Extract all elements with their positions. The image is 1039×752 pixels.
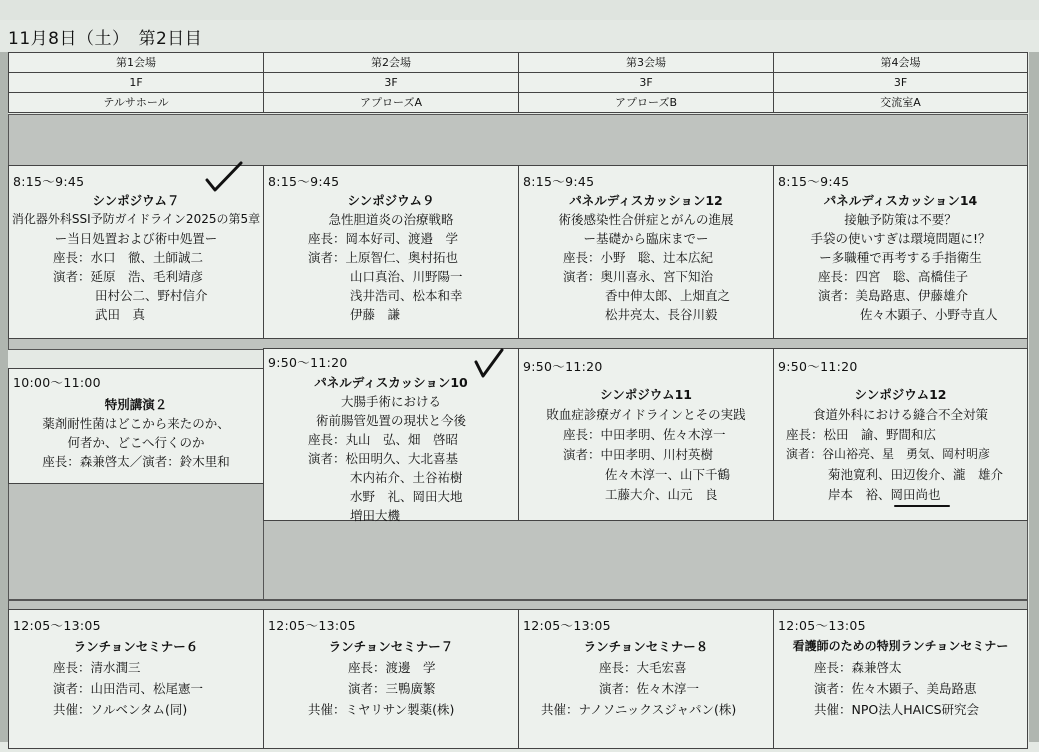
venue-floor-3: 3F (518, 72, 774, 93)
session-line: ー当日処置および術中処置ー (54, 231, 218, 246)
session-line: 演者：延原 浩、毛利靖彦 (53, 269, 204, 284)
session-line: 座長：丸山 弘、畑 啓昭 (308, 432, 459, 447)
session-line: 武田 真 (95, 307, 146, 322)
session-line: 演者：佐々木顕子、美島路恵 (814, 681, 977, 696)
session-line: 共催：ソルベンタム(同) (53, 702, 188, 717)
session-line: 座長：松田 諭、野間和広 (786, 427, 937, 442)
session-line: 演者：美島路恵、伊藤雄介 (818, 288, 969, 303)
empty-slot-cols2-4 (263, 520, 1028, 600)
session-title: パネルディスカッション10 (314, 375, 468, 390)
session-line: 増田大機 (350, 508, 401, 523)
session-line: 演者：谷山裕亮、星 勇気、岡村明彦 (786, 447, 991, 461)
checkmark-icon (203, 160, 245, 194)
session-time: 12:05～13:05 (778, 618, 866, 633)
session-line: 食道外科における縫合不全対策 (812, 407, 988, 422)
session-time: 12:05～13:05 (523, 618, 611, 633)
session-line: 演者：佐々木淳一 (599, 681, 700, 696)
session-time: 8:15～9:45 (13, 174, 85, 189)
schedule-grid (8, 52, 1028, 752)
venue-room-3: 第3会場 (518, 52, 774, 73)
session-line: ー多職種で再考する手指衛生 (819, 250, 982, 265)
session-title: シンポジウム12 (854, 387, 947, 402)
session-title: シンポジウム11 (600, 387, 692, 402)
session-line: 座長：大毛宏喜 (599, 660, 687, 675)
venue-floor-2: 3F (263, 72, 519, 93)
checkmark-icon (473, 348, 505, 380)
venue-room-4: 第4会場 (773, 52, 1028, 73)
session-line: 座長：四宮 聡、高橋佳子 (818, 269, 969, 284)
session-title: ランチョンセミナー６ (73, 639, 199, 654)
session-card (8, 368, 264, 484)
session-title: シンポジウム７ (92, 193, 180, 208)
session-time: 8:15～9:45 (523, 174, 595, 189)
session-card (263, 609, 519, 749)
session-title: 看護師のための特別ランチョンセミナー (792, 639, 1009, 653)
session-time: 9:50～11:20 (523, 359, 603, 374)
session-title: パネルディスカッション14 (823, 193, 978, 208)
session-card (8, 609, 264, 749)
session-title: シンポジウム９ (347, 193, 435, 208)
session-line: 木内祐介、土谷祐樹 (350, 470, 463, 485)
session-card (518, 348, 774, 521)
session-time: 12:05～13:05 (268, 618, 356, 633)
session-line: 座長：岡本好司、渡邉 学 (308, 231, 459, 246)
session-line: 演者：三鴨廣繁 (348, 681, 436, 696)
session-line: 共催：ナノソニックスジャパン(株) (541, 702, 737, 717)
venue-floor-1: 1F (8, 72, 264, 93)
left-scan-edge (0, 52, 8, 742)
session-card (518, 609, 774, 749)
session-line: 演者：山田浩司、松尾憲一 (53, 681, 204, 696)
session-line: 松井亮太、長谷川毅 (605, 307, 718, 322)
venue-hall-4: 交流室A (773, 92, 1028, 113)
session-line: 水野 礼、岡田大地 (350, 489, 463, 504)
session-line: 浅井浩司、松本和幸 (350, 288, 463, 303)
venue-hall-3: アプローズB (518, 92, 774, 113)
session-line: 座長：小野 聡、辻本広紀 (563, 250, 714, 265)
session-title: ランチョンセミナー８ (583, 639, 709, 654)
empty-slot-col1 (8, 482, 264, 600)
session-line: 演者：上原智仁、奥村拓也 (308, 250, 459, 265)
session-line: 工藤大介、山元 良 (605, 487, 718, 502)
session-line: 菊池寛利、田辺俊介、瀧 雄介 (828, 467, 1004, 482)
session-card (773, 348, 1028, 521)
session-line: 座長：渡邊 学 (348, 660, 436, 675)
venue-hall-1: テルサホール (8, 92, 264, 113)
session-line: 演者：松田明久、大北喜基 (308, 451, 459, 466)
session-line: 座長：中田孝明、佐々木淳一 (563, 427, 726, 442)
session-line: 山口真治、川野陽一 (350, 269, 463, 284)
session-line: 手袋の使いすぎは環境問題に!？ (810, 231, 991, 246)
session-title: ランチョンセミナー７ (328, 639, 454, 654)
session-card (773, 165, 1028, 339)
session-line: 共催：ミヤリサン製薬(株) (308, 702, 455, 717)
venue-floor-4: 3F (773, 72, 1028, 93)
session-line: 術後感染性合併症とがんの進展 (558, 212, 734, 227)
break-band-top (8, 114, 1028, 166)
underline-mark (894, 505, 950, 507)
right-scan-edge (1029, 52, 1039, 742)
session-line: ー基礎から臨床までー (583, 231, 709, 246)
session-title: パネルディスカッション12 (569, 193, 723, 208)
session-time: 9:50～11:20 (778, 359, 858, 374)
session-time: 12:05～13:05 (13, 618, 101, 633)
session-line: 敗血症診療ガイドラインとその実践 (546, 407, 746, 422)
session-card (263, 165, 519, 339)
session-line: 消化器外科SSI予防ガイドライン2025の第5章 (11, 212, 261, 226)
session-line: 伊藤 謙 (350, 307, 401, 322)
session-line: 座長：森兼啓太／演者：鈴木里和 (42, 454, 230, 469)
session-card (773, 609, 1028, 749)
session-line: 演者：奥川喜永、宮下知治 (563, 269, 714, 284)
session-line: 急性胆道炎の治療戦略 (328, 212, 454, 227)
session-title: 特別講演２ (104, 397, 168, 412)
session-line: 岸本 裕、岡田尚也 (828, 487, 941, 502)
session-line: 座長：清水潤三 (53, 660, 141, 675)
venue-room-2: 第2会場 (263, 52, 519, 73)
session-time: 10:00～11:00 (13, 375, 101, 390)
session-line: 佐々木淳一、山下千鶴 (605, 467, 731, 482)
page-title: 11月8日（土） 第2日目 (8, 29, 203, 49)
session-card (518, 165, 774, 339)
session-line: 接触予防策は不要？ (844, 212, 957, 227)
session-line: 演者：中田孝明、川村英樹 (563, 447, 714, 462)
session-time: 8:15～9:45 (268, 174, 340, 189)
session-line: 術前腸管処置の現状と今後 (315, 413, 466, 428)
session-time: 8:15～9:45 (778, 174, 850, 189)
session-line: 座長：水口 徹、土師誠二 (53, 250, 204, 265)
session-line: 薬剤耐性菌はどこから来たのか、 (42, 416, 230, 431)
top-faded-band (0, 0, 1039, 20)
venue-hall-2: アプローズA (263, 92, 519, 113)
session-line: 田村公二、野村信介 (95, 288, 208, 303)
session-time: 9:50～11:20 (268, 355, 348, 370)
venue-room-1: 第1会場 (8, 52, 264, 73)
session-line: 座長：森兼啓太 (814, 660, 902, 675)
session-line: 大腸手術における (340, 394, 441, 409)
session-line: 何者か、どこへ行くのか (67, 435, 205, 450)
session-line: 香中伸太郎、上畑直之 (605, 288, 731, 303)
session-line: 共催：NPO法人HAICS研究会 (814, 702, 980, 717)
session-line: 佐々木顕子、小野寺直人 (860, 307, 998, 322)
